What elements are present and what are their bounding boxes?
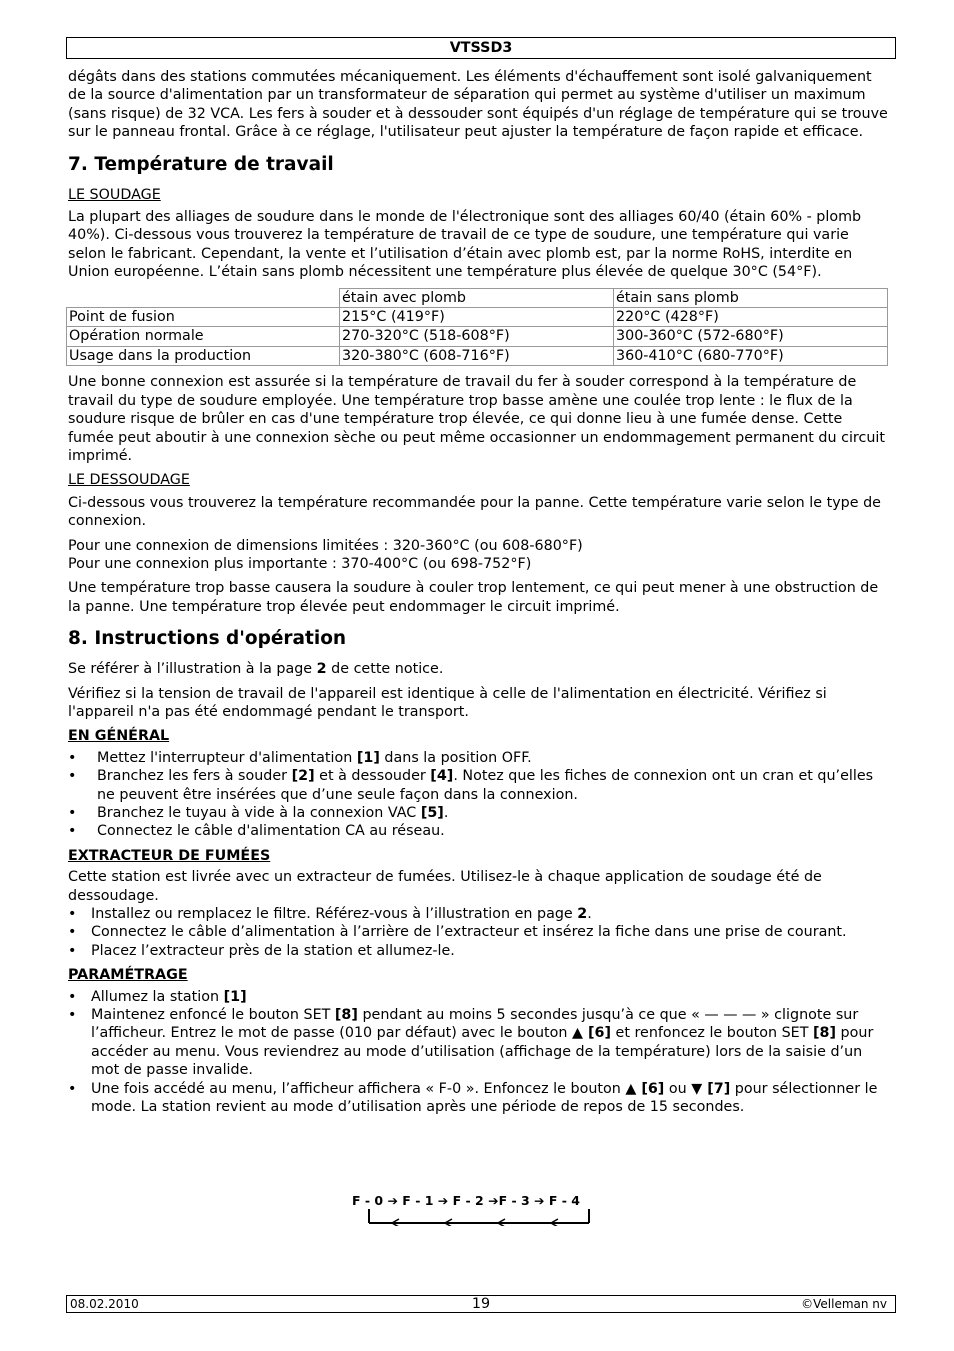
table-cell: 220°C (428°F) [614, 308, 888, 327]
item-text: et renfoncez le bouton SET [610, 1025, 813, 1042]
item-text: Allumez la station [91, 988, 224, 1005]
soudage-paragraph: La plupart des alliages de soudure dans le monde de l'électronique sont des alliages 60/40 (étain 60% - plomb 40%). Ci-dessous vous trouverez la température de travail de ce type de soudure, une température qui varie selon le fabricant. Cependant, la vente et l’utilisation d’étain avec plomb est, par la norme RoHS, interdite en Union européenne. L’étain sans plomb nécessitent une température plus élevée de quelque 30°C (54°F). [68, 209, 862, 281]
list-item: • Mettez l'interrupteur d'alimentation [1] dans la position OFF. [68, 749, 890, 767]
table-header-cell: étain sans plomb [614, 288, 888, 307]
table-cell: 300-360°C (572-680°F) [614, 327, 888, 346]
header-title: VTSSD3 [449, 40, 513, 56]
item-text: Maintenez enfoncé le bouton SET [91, 1007, 335, 1024]
bold-reference: [8] [812, 1025, 837, 1042]
table-cell: 270-320°C (518-608°F) [340, 327, 614, 346]
section-8-title: 8. Instructions d'opération [68, 628, 347, 650]
table-header-cell: étain avec plomb [340, 288, 614, 307]
document-header [66, 37, 896, 59]
footer-date: 08.02.2010 [70, 1297, 139, 1311]
reference-paragraph [68, 660, 890, 678]
dessoudage-line: Pour une connexion de dimensions limitées : 320-360°C (ou 608-680°F) [68, 537, 583, 554]
dessoudage-warning: Une température trop basse causera la soudure à couler trop lentement, ce qui peut mener à une obstruction de la panne. Une température trop élevée peut endommager le circuit imprimé. [68, 580, 879, 615]
soudage-subheading: LE SOUDAGE [68, 186, 161, 203]
general-list [68, 749, 890, 841]
param-subheading: PARAMÉTRAGE [68, 967, 188, 984]
list-item [68, 1006, 890, 1080]
connexion-paragraph: Une bonne connexion est assurée si la température de travail du fer à souder correspond à la température de travail du type de soudure employée. Une température trop basse amène une coulée trop lente : le flux de la soudure risque de brûler en cas d'une température trop élevée, ce qui donne lieu à une fumée dense. Cette fumée peut aboutir à une connexion sèche ou peut même occasionner un endommagement permanent du circuit imprimé. [68, 374, 885, 464]
bold-reference: [8] [334, 1007, 358, 1024]
intro-paragraph: dégâts dans des stations commutées mécaniquement. Les éléments d'échauffement sont isolé galvaniquement de la source d'alimentation par un transformateur de séparation qui permet au système d'utiliser un maximum (sans risque) de 32 VCA. Les fers à souder et à dessouder sont équipés d'un réglage de température qui se trouve sur le panneau frontal. Grâce à ce réglage, l'utilisateur peut ajuster la température de façon rapide et efficace. [68, 69, 888, 141]
list-item [68, 988, 890, 1006]
document-footer [66, 1295, 896, 1313]
section-7-title: 7. Température de travail [68, 153, 334, 175]
ref-text: de cette notice. [326, 661, 444, 678]
table-header-row [67, 288, 888, 307]
dessoudage-subheading: LE DESSOUDAGE [68, 472, 190, 489]
list-item: • Installez ou remplacez le filtre. Référez-vous à l’illustration en page 2. [68, 905, 890, 923]
param-list [68, 988, 890, 1117]
item-text: pour accéder au menu. Vous reviendrez au mode d’utilisation (affichage de la température) lors de la saisie d’un mot de passe invalide. [91, 1025, 874, 1079]
table-row [67, 308, 888, 327]
fumees-paragraph: Cette station est livrée avec un extracteur de fumées. Utilisez-le à chaque application de soudage été de dessoudage. [68, 869, 822, 904]
ref-text: Se référer à l’illustration à la page [68, 661, 317, 678]
table-cell: 360-410°C (680-770°F) [614, 346, 888, 365]
return-arrow-icon [352, 1206, 612, 1226]
verify-paragraph: Vérifiez si la tension de travail de l'appareil est identique à celle de l'alimentation en électricité. Vérifiez si l'appareil n'a pas été endommagé pendant le transport. [68, 685, 827, 720]
page-content [68, 68, 890, 1123]
item-text: pendant au moins 5 secondes jusqu’à ce que « — — — » clignote sur l’afficheur. Entrez le mot de passe (010 par défaut) avec le bouton [91, 1007, 859, 1042]
bold-reference: [1] [223, 988, 247, 1005]
dessoudage-paragraph: Ci-dessous vous trouverez la température recommandée pour la panne. Cette température varie selon le type de connexion. [68, 494, 881, 530]
bold-reference: ▲ [6] [625, 1080, 665, 1097]
table-cell: 215°C (419°F) [340, 308, 614, 327]
list-item: • Connectez le câble d’alimentation à l’arrière de l’extracteur et insérez la fiche dans une prise de courant. [68, 923, 890, 941]
table-cell: Point de fusion [67, 308, 340, 327]
dessoudage-temperatures [68, 537, 890, 574]
table-cell: 320-380°C (608-716°F) [340, 346, 614, 365]
table-cell: Opération normale [67, 327, 340, 346]
table-row [67, 346, 888, 365]
footer-copyright: ©Velleman nv [801, 1297, 887, 1311]
page-number: 19 [471, 1296, 491, 1312]
temperature-table [66, 288, 888, 367]
flow-sequence: F - 0 ➔ F - 1 ➔ F - 2 ➔F - 3 ➔ F - 4 [352, 1193, 580, 1208]
bold-reference: ▼ [7] [691, 1080, 731, 1097]
fumees-subheading: EXTRACTEUR DE FUMÉES [68, 847, 271, 864]
table-row [67, 327, 888, 346]
general-subheading: EN GÉNÉRAL [68, 728, 170, 745]
mode-flow-diagram [352, 1192, 612, 1232]
list-item: • Connectez le câble d'alimentation CA au réseau. [68, 822, 890, 840]
ref-page: 2 [316, 661, 327, 678]
bold-reference: ▲ [6] [571, 1025, 611, 1042]
item-text: pour sélectionner le mode. La station revient au mode d’utilisation après une période de repos de 15 secondes. [91, 1080, 878, 1116]
list-item: • Branchez le tuyau à vide à la connexion VAC [5]. [68, 804, 890, 822]
table-cell [67, 288, 340, 307]
fumees-list [68, 905, 890, 960]
item-text: ou [664, 1080, 692, 1097]
list-item: • Branchez les fers à souder [2] et à dessouder [4]. Notez que les fiches de connexion ont un cran et qu’elles ne peuvent être insérées que d’une seule façon dans la connexion. [68, 767, 890, 804]
dessoudage-line: Pour une connexion plus importante : 370-400°C (ou 698-752°F) [68, 555, 532, 572]
list-item: • Placez l’extracteur près de la station et allumez-le. [68, 942, 890, 960]
list-item [68, 1080, 890, 1117]
item-text: Une fois accédé au menu, l’afficheur affichera « F-0 ». Enfoncez le bouton [91, 1080, 626, 1097]
table-cell: Usage dans la production [67, 346, 340, 365]
